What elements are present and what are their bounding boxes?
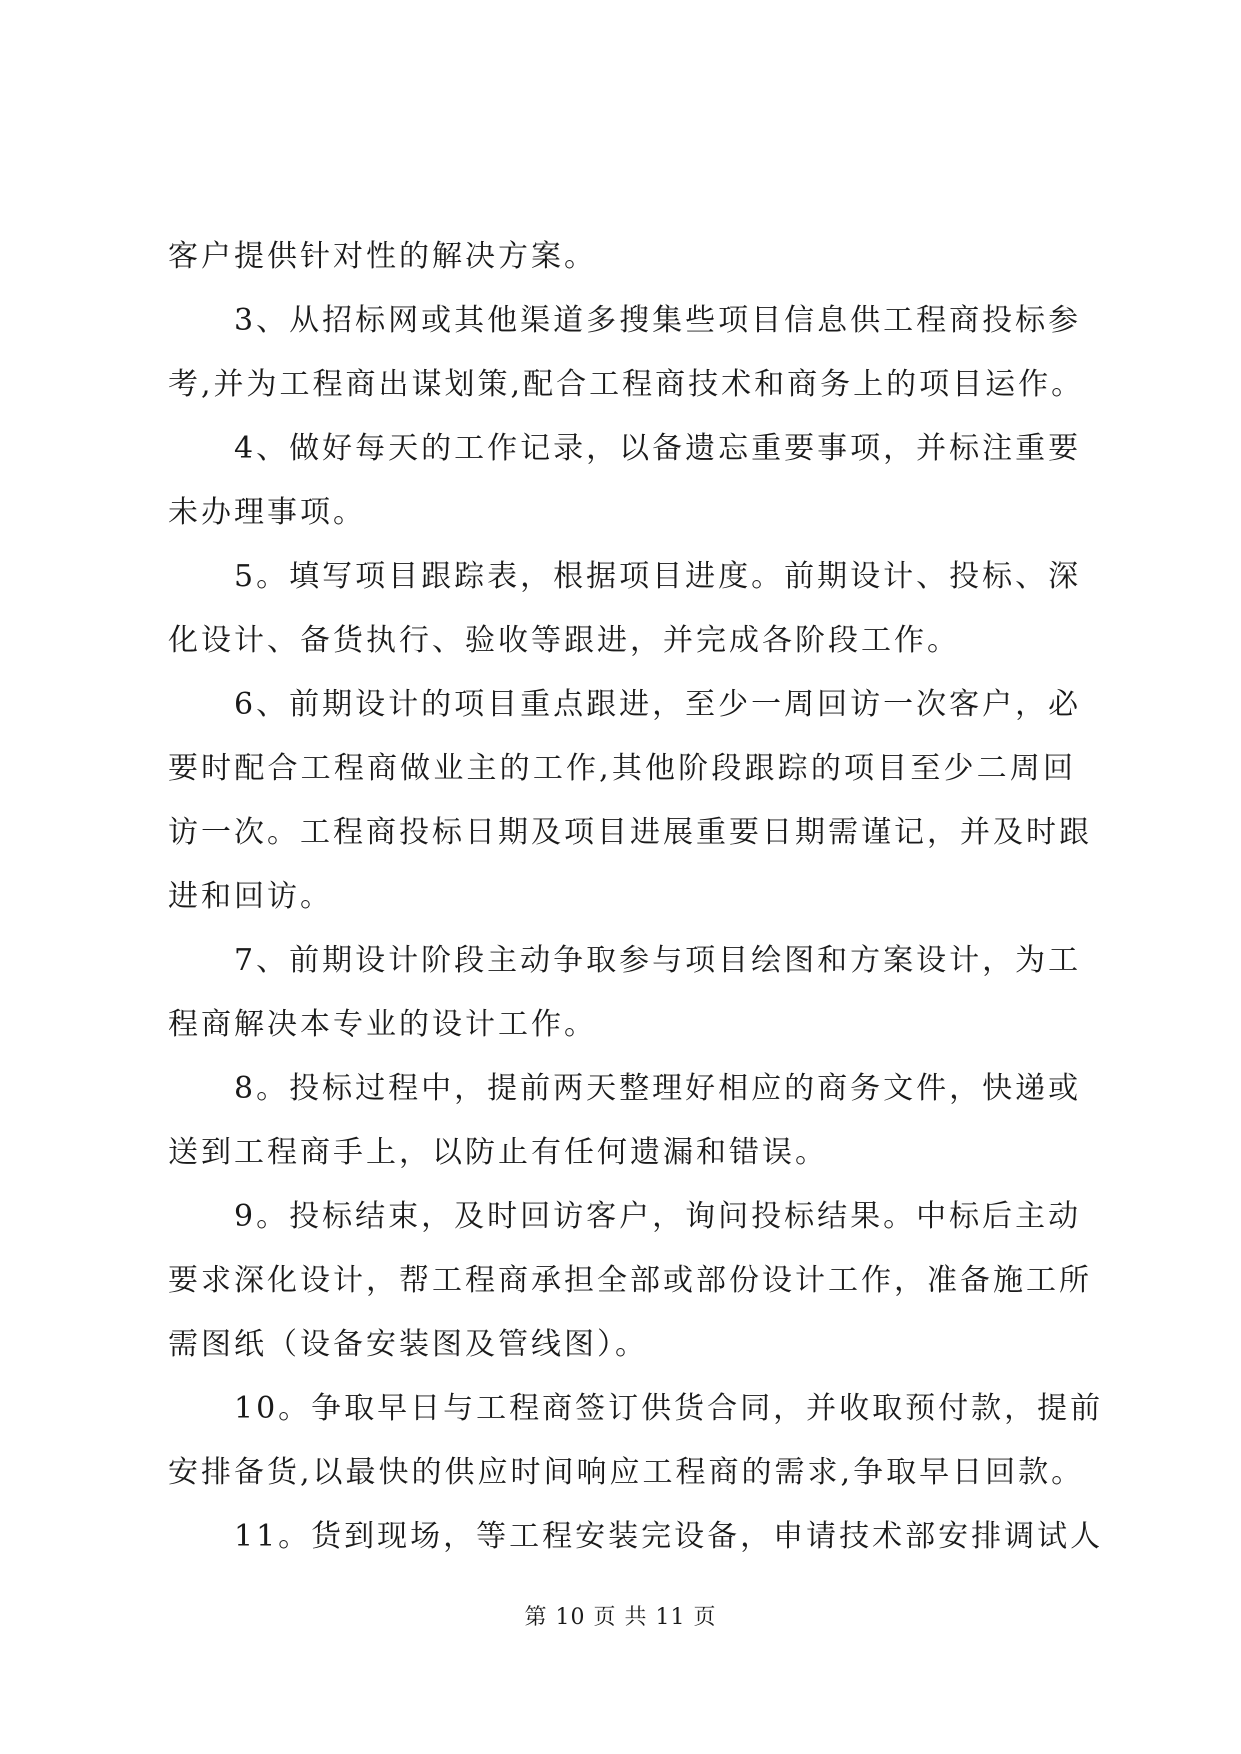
document-body xyxy=(168,225,1104,1569)
text-line: 要求深化设计，帮工程商承担全部或部份设计工作，准备施工所 xyxy=(168,1263,1092,1298)
text-line: 未办理事项。 xyxy=(168,495,366,530)
text-line: 程商解决本专业的设计工作。 xyxy=(168,1007,597,1042)
text-line: 进和回访。 xyxy=(168,879,333,914)
text-line: 4、做好每天的工作记录，以备遗忘重要事项，并标注重要 xyxy=(234,431,1082,466)
text-line: 9。投标结束，及时回访客户，询问投标结果。中标后主动 xyxy=(234,1199,1082,1234)
text-line: 10。争取早日与工程商签订供货合同，并收取预付款，提前 xyxy=(234,1391,1104,1426)
text-line: 11。货到现场，等工程安装完设备，申请技术部安排调试人 xyxy=(234,1519,1104,1554)
text-line: 3、从招标网或其他渠道多搜集些项目信息供工程商投标参 xyxy=(234,303,1082,338)
page-footer: 第 10 页 共 11 页 xyxy=(524,1605,717,1630)
text-line: 8。投标过程中，提前两天整理好相应的商务文件，快递或 xyxy=(234,1071,1082,1106)
text-line: 考,并为工程商出谋划策,配合工程商技术和商务上的项目运作。 xyxy=(168,367,1085,402)
text-line: 安排备货,以最快的供应时间响应工程商的需求,争取早日回款。 xyxy=(168,1455,1085,1490)
text-line: 送到工程商手上，以防止有任何遗漏和错误。 xyxy=(168,1135,828,1170)
text-line: 访一次。工程商投标日期及项目进展重要日期需谨记，并及时跟 xyxy=(168,815,1092,850)
text-line: 6、前期设计的项目重点跟进，至少一周回访一次客户，必 xyxy=(234,687,1082,722)
text-line: 7、前期设计阶段主动争取参与项目绘图和方案设计，为工 xyxy=(234,943,1082,978)
text-line: 客户提供针对性的解决方案。 xyxy=(168,239,597,274)
text-line: 5。填写项目跟踪表，根据项目进度。前期设计、投标、深 xyxy=(234,559,1082,594)
text-line: 化设计、备货执行、验收等跟进，并完成各阶段工作。 xyxy=(168,623,960,658)
text-line: 要时配合工程商做业主的工作,其他阶段跟踪的项目至少二周回 xyxy=(168,751,1076,786)
text-line: 需图纸（设备安装图及管线图）。 xyxy=(168,1327,648,1362)
